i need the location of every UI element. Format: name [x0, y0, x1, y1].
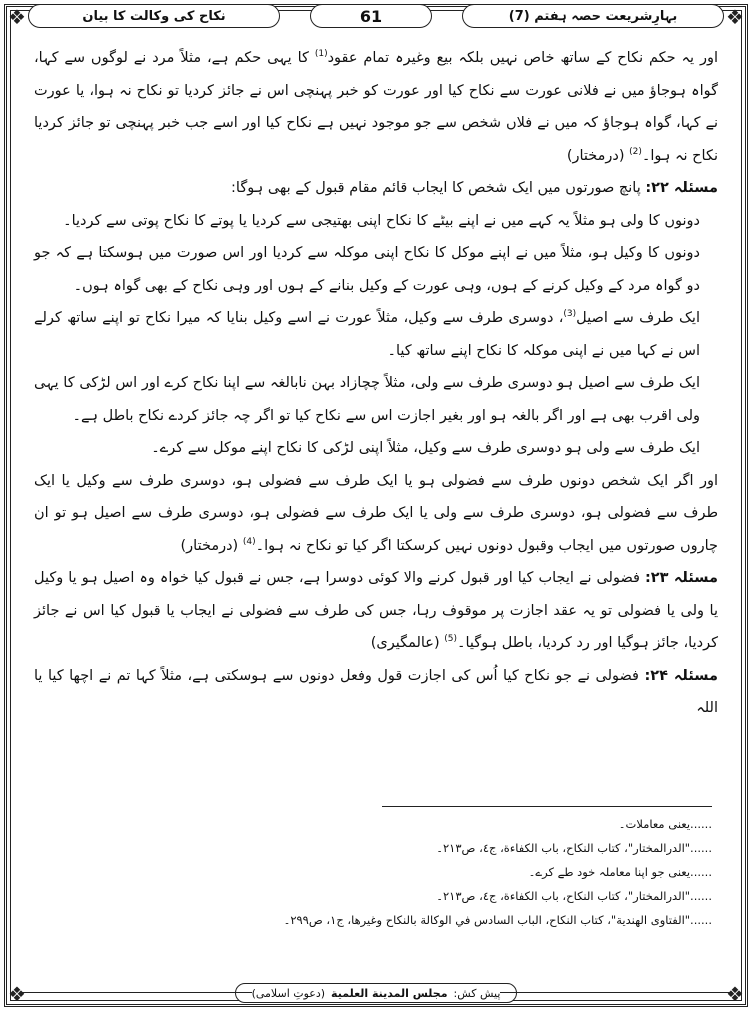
paragraph-text: فضولی نے جو نکاح کیا اُس کی اجازت قول وفعل دونوں سے ہوسکتی ہے، مثلاً کہا تم نے اچھا کیا یا اللہ [34, 667, 718, 716]
footnote-marker: (4) [242, 536, 256, 547]
footnotes [40, 812, 712, 932]
footnote: ......"الدرالمختار"، کتاب النکاح، باب الکفاءة، ج٤، ص٢١٣۔ [436, 841, 712, 855]
footnote-marker: (2) [629, 146, 642, 157]
organization-name: (دعوتِ اسلامی) [251, 986, 326, 1000]
corner-ornament-icon: ❖ [8, 982, 26, 1006]
paragraph [34, 562, 718, 660]
reference: (عالمگیری) [370, 635, 445, 651]
footer-label: پیش کش: [453, 986, 501, 1000]
paragraph [34, 42, 718, 172]
reference: (درمختار) [566, 147, 630, 164]
page-footer [0, 983, 752, 1003]
corner-ornament-icon: ❖ [8, 5, 26, 29]
footnote: ......"الدرالمختار"، کتاب النکاح، باب الکفاءة، ج٤، ص٢١٣۔ [436, 889, 712, 903]
paragraph-text: کا یہی حکم ہے، مثلاً مرد نے لوگوں سے کہا، گواہ ہوجاؤ میں نے فلانی عورت سے نکاح کیا اور عورت کو خبر پہنچی اس نے جائز کردیا تو نکاح نہ ہوا، یا عورت نے کہا، گواہ ہوجاؤ کہ میں نے فلاں شخص سے جو موجود نہیں ہے نکاح کیا اور اسے جب خبر پہنچی تو جائز کردیا نکاح نہ ہوا۔ [34, 50, 718, 164]
paragraph [34, 432, 718, 465]
book-title: بہارِشریعت حصہ ہفتم (7) [462, 4, 724, 28]
corner-ornament-icon: ❖ [726, 5, 744, 29]
paragraph-text: ایک طرف سے اصیل [576, 310, 700, 326]
paragraph [34, 302, 718, 367]
footer-rule [500, 992, 732, 993]
corner-ornament-icon: ❖ [726, 982, 744, 1006]
publisher-name: مجلس المدینة العلمیة [331, 986, 448, 1000]
masala-label: مسئلہ ۲۴: [644, 667, 718, 684]
paragraph-text: پانچ صورتوں میں ایک شخص کا ایجاب قائم مقام قبول کے بھی ہوگا: [231, 180, 646, 196]
paragraph-text: دونوں کا ولی ہو مثلاً یہ کہے میں نے اپنے بیٹے کا نکاح اپنی بھتیجی سے کردیا یا پوتے کا نکاح پوتی سے کردیا۔ [63, 212, 700, 229]
page-header [28, 2, 724, 30]
masala-label: مسئلہ ۲۳: [644, 570, 719, 586]
footnote-divider [382, 806, 712, 807]
masala-label: مسئلہ ۲۲: [645, 180, 718, 196]
paragraph [34, 205, 718, 238]
reference: (درمختار) [180, 537, 243, 554]
footnote-marker: (1) [314, 49, 328, 60]
chapter-title: نکاح کی وکالت کا بیان [28, 4, 280, 28]
paragraph-text: ایک طرف سے اصیل ہو دوسری طرف سے ولی، مثلاً چچازاد بہن نابالغہ سے اپنا نکاح کرے اور اس لڑکی کا یہی ولی اقرب بھی ہے اور اگر بالغہ ہو اور بغیر اجازت اس سے نکاح کیا تو اگر چہ جائز کردے نکاح باطل ہے۔ [34, 375, 700, 424]
paragraph [34, 465, 718, 563]
paragraph [34, 660, 718, 725]
paragraph-text: ، دوسری طرف سے وکیل، مثلاً عورت نے اسے وکیل بنایا کہ میرا نکاح تو اپنے ساتھ کرلے اس نے کہا میں نے اپنی موکلہ کا نکاح اپنے ساتھ کیا۔ [34, 310, 700, 359]
footer-credit [235, 983, 518, 1003]
footnote: ......یعنی جو اپنا معاملہ خود طے کرے۔ [528, 865, 712, 879]
paragraph [34, 367, 718, 432]
paragraph-text: دونوں کا وکیل ہو، مثلاً میں نے اپنے موکل کا نکاح اپنی موکلہ سے کردیا اور اس صورت میں ہوسکتا ہے کہ جو دو گواہ مرد کے وکیل کرنے کے ہوں، وہی عورت کے وکیل بنانے کے ہوں اور وہی نکاح کے بھی گواہ ہوں۔ [34, 245, 700, 294]
footnote-marker: (5) [444, 634, 457, 645]
footnote: ......یعنی معاملات۔ [618, 817, 712, 831]
paragraph [34, 237, 718, 302]
page-number: 61 [310, 4, 432, 28]
paragraph-text: فضولی نے ایجاب کیا اور قبول کرنے والا کوئی دوسرا ہے، جس نے قبول کیا خواہ وہ اصیل ہو یا وکیل یا ولی یا فضولی تو یہ عقد اجازت پر موقوف رہا، جس کی طرف سے فضولی نے ایجاب یا قبول کیا اس نے جائز کردیا، جائز ہوگیا اور رد کردیا، باطل ہوگیا۔ [34, 570, 718, 651]
footnote: ......"الفتاوی الهندية"، کتاب النکاح، الباب السادس في الوکالة بالنکاح وغيرها، ج١، ص٢٩٩۔ [283, 913, 712, 927]
footer-rule [20, 992, 252, 993]
main-text [34, 42, 718, 725]
paragraph [34, 172, 718, 205]
paragraph-text: اور یہ حکم نکاح کے ساتھ خاص نہیں بلکہ بیع وغیرہ تمام عقود [327, 50, 718, 66]
paragraph-text: اور اگر ایک شخص دونوں طرف سے فضولی ہو یا ایک طرف سے فضولی ہو، دوسری طرف سے وکیل یا ایک طرف سے فضولی ہو، دوسری طرف سے ولی یا ایک طرف سے فضولی ہو، دوسری طرف سے اصیل ہو تو ان چاروں صورتوں میں ایجاب وقبول دونوں نہیں کرسکتا اگر کیا تو نکاح نہ ہوا۔ [34, 472, 718, 554]
footnote-marker: (3) [563, 309, 577, 320]
paragraph-text: ایک طرف سے ولی ہو دوسری طرف سے وکیل، مثلاً اپنی لڑکی کا نکاح اپنے موکل سے کرے۔ [151, 440, 700, 456]
